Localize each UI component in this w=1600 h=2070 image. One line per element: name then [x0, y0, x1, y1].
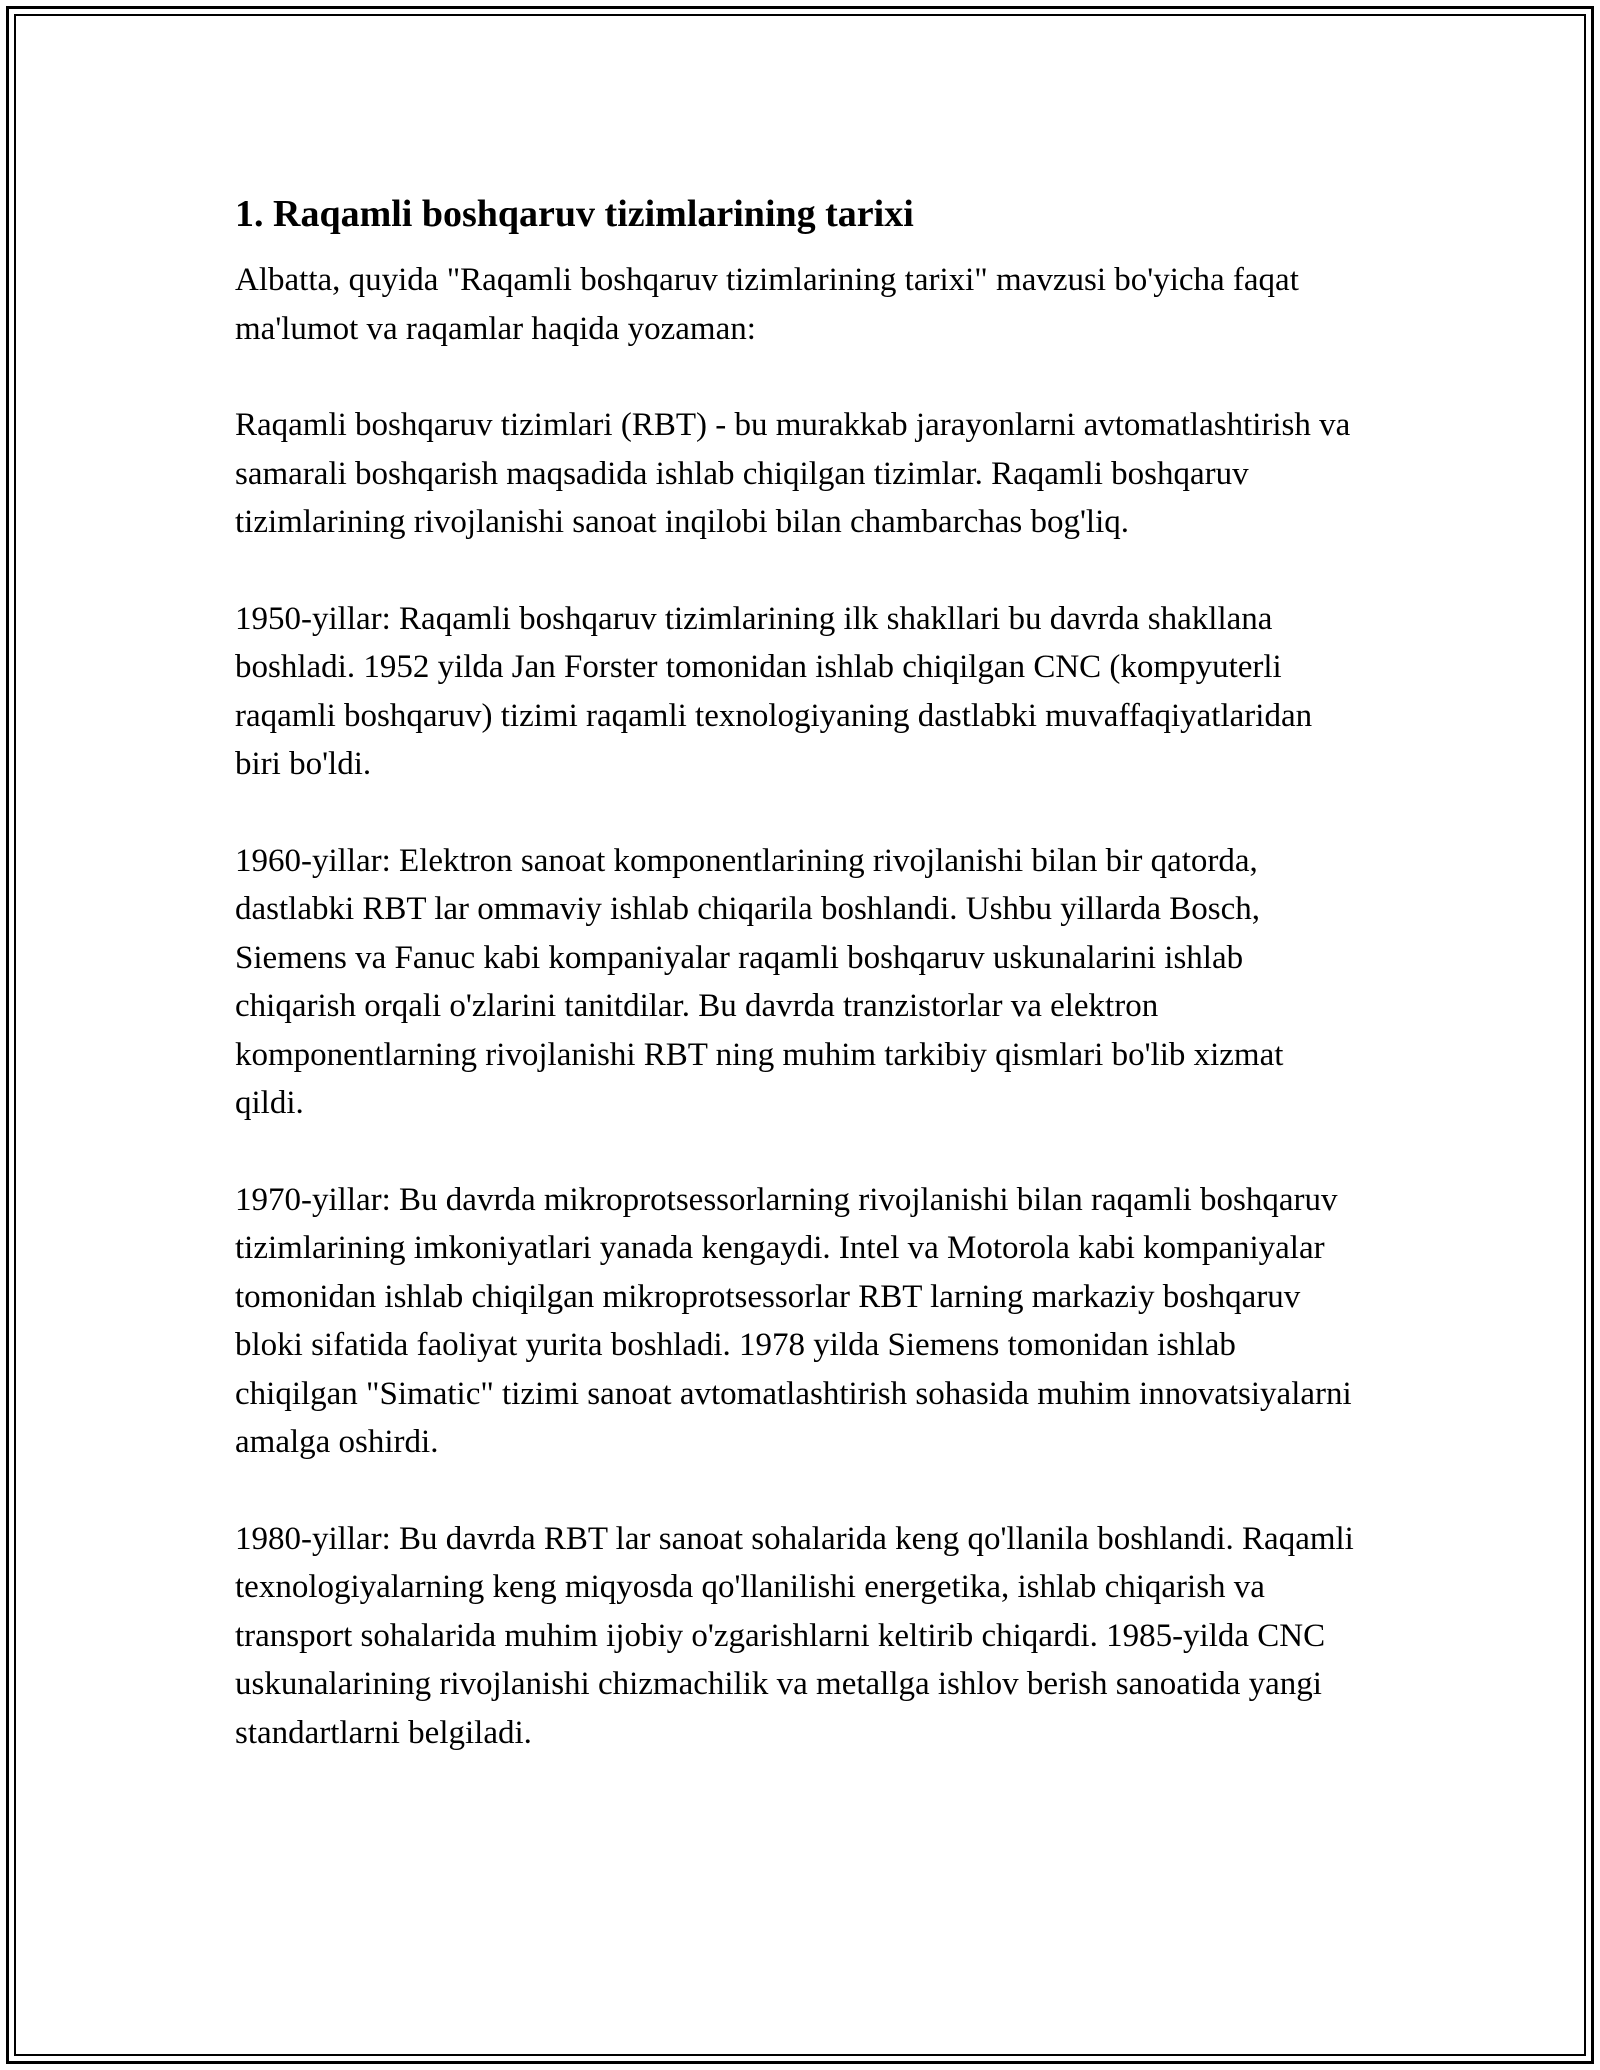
document-title: 1. Raqamli boshqaruv tizimlarining tarixi [235, 193, 914, 235]
intro-paragraph: Albatta, quyida "Raqamli boshqaruv tizimlarining tarixi" mavzusi bo'yicha faqat ma'lumot va raqamlar haqida yozaman: [235, 262, 1299, 347]
paragraph-1950s: 1950-yillar: Raqamli boshqaruv tizimlarining ilk shakllari bu davrda shakllana boshladi. 1952 yilda Jan Forster tomonidan ishlab chiqilgan CNC (kompyuterli raqamli boshqaruv) tizimi raqamli texnologiyaning dastlabki muvaffaqiyatlaridan biri bo'ldi. [235, 600, 1313, 782]
document-content [235, 188, 1355, 1805]
definition-paragraph: Raqamli boshqaruv tizimlari (RBT) - bu murakkab jarayonlarni avtomatlashtirish va samarali boshqarish maqsadida ishlab chiqilgan tizimlar. Raqamli boshqaruv tizimlarining rivojlanishi sanoat inqilobi bilan chambarchas bog'liq. [235, 407, 1351, 540]
paragraph-1960s: 1960-yillar: Elektron sanoat komponentlarining rivojlanishi bilan bir qatorda, dastlabki RBT lar ommaviy ishlab chiqarila boshlandi. Ushbu yillarda Bosch, Siemens va Fanuc kabi kompaniyalar raqamli boshqaruv uskunalarini ishlab chiqarish orqali o'zlarini tanitdilar. Bu davrda tranzistorlar va elektron komponentlarning rivojlanishi RBT ning muhim tarkibiy qismlari bo'lib xizmat qildi. [235, 842, 1284, 1121]
paragraph-1970s: 1970-yillar: Bu davrda mikroprotsessorlarning rivojlanishi bilan raqamli boshqaruv tizimlarining imkoniyatlari yanada kengaydi. Intel va Motorola kabi kompaniyalar tomonidan ishlab chiqilgan mikroprotsessorlar RBT larning markaziy boshqaruv bloki sifatida faoliyat yurita boshladi. 1978 yilda Siemens tomonidan ishlab chiqilgan "Simatic" tizimi sanoat avtomatlashtirish sohasida muhim innovatsiyalarni amalga oshirdi. [235, 1181, 1352, 1460]
paragraph-1980s: 1980-yillar: Bu davrda RBT lar sanoat sohalarida keng qo'llanila boshlandi. Raqamli texnologiyalarning keng miqyosda qo'llanilishi energetika, ishlab chiqarish va transport sohalarida muhim ijobiy o'zgarishlarni keltirib chiqardi. 1985-yilda CNC uskunalarining rivojlanishi chizmachilik va metallga ishlov berish sanoatida yangi standartlarni belgiladi. [235, 1520, 1354, 1751]
